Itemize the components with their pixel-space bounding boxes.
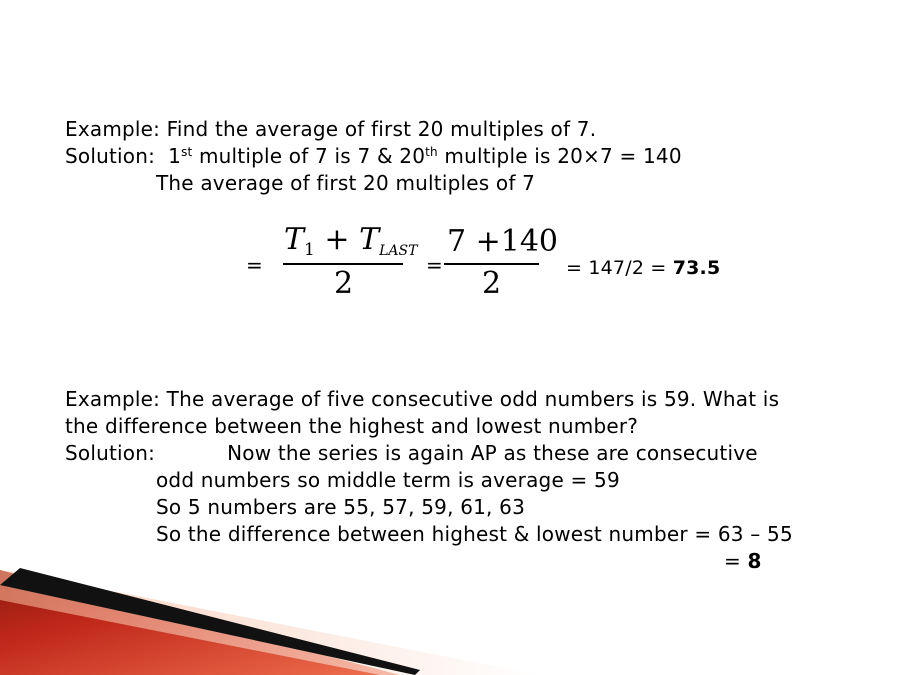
decorative-swoosh: [0, 540, 900, 675]
solution2-line2: odd numbers so middle term is average = 59: [156, 468, 620, 492]
plus-sign: +: [314, 222, 360, 257]
equals-sign-2: =: [426, 253, 443, 277]
example2-question-line2: the difference between the highest and lowest number?: [65, 414, 639, 438]
equals-sign-1: =: [246, 253, 263, 277]
example1-result: [566, 255, 720, 281]
example1-text: : Find the average of first 20 multiples of 7.: [153, 117, 597, 141]
example2-text1: : The average of five consecutive odd numbers is 59. What is: [153, 387, 780, 411]
example1-label: Example: [65, 117, 154, 141]
solution1-label: Solution: [65, 144, 149, 168]
t-symbol-2: T: [359, 222, 380, 257]
solution2-line4: So the difference between highest & lowest number = 63 – 55: [156, 522, 793, 546]
fraction2-bar: [444, 263, 539, 265]
example2-label: Example: [65, 387, 154, 411]
solution1-part-a: : 1: [148, 144, 182, 168]
result-text: = 147/2 =: [566, 257, 673, 279]
example1-question: [65, 116, 596, 142]
example1-line3: The average of first 20 multiples of 7: [156, 171, 536, 195]
example1-solution: [65, 143, 682, 169]
t-symbol-1: T: [284, 222, 305, 257]
example2-question-line1: [65, 386, 779, 412]
fraction1-numerator: [284, 222, 417, 260]
superscript-st: st: [181, 145, 193, 159]
subscript-1: 1: [304, 240, 315, 260]
solution2-line3: So 5 numbers are 55, 57, 59, 61, 63: [156, 495, 526, 519]
fraction2-denominator: 2: [482, 266, 502, 301]
solution2-label: Solution: [65, 441, 149, 465]
solution1-part-b: multiple of 7 is 7 & 20: [192, 144, 426, 168]
subscript-last: LAST: [379, 243, 418, 259]
example2-solution: [65, 440, 758, 466]
superscript-th: th: [425, 145, 438, 159]
fraction2-numerator: 7 +140: [447, 224, 559, 259]
answer-equals: =: [724, 549, 748, 573]
result-value: 73.5: [672, 257, 721, 279]
solution2-line1: : Now the series is again AP as these are consecutive: [148, 441, 758, 465]
fraction1-bar: [283, 263, 403, 265]
solution1-part-c: multiple is 20×7 = 140: [437, 144, 682, 168]
fraction1-denominator: 2: [334, 266, 354, 301]
answer-value: 8: [747, 549, 762, 573]
